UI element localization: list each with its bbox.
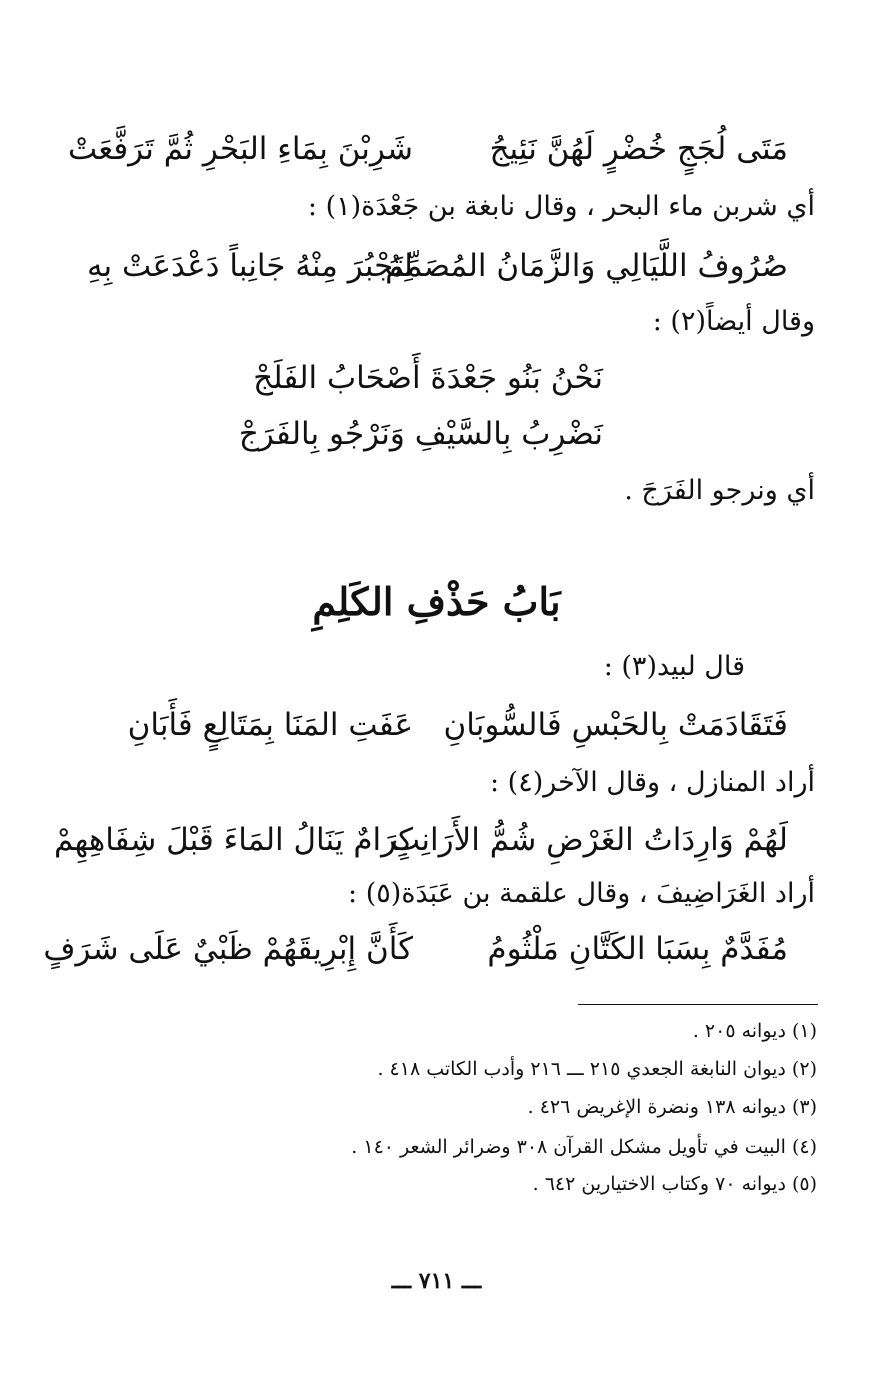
verse-hemistich: فَتَقَادَمَتْ بِالحَبْسِ فَالسُّوبَانِ — [443, 707, 788, 743]
footnote: (٣) ديوانه ١٣٨ ونضرة الإغريض ٤٢٦ . — [527, 1096, 817, 1118]
verse-line: نَضْرِبُ بِالسَّيْفِ وَنَرْجُو بِالفَرَجْ — [238, 416, 603, 452]
verse-hemistich: شَرِبْنَ بِمَاءِ البَحْرِ ثُمَّ تَرَفَّعَتْ — [67, 131, 413, 167]
verse-hemistich: لَهُمْ وَارِدَاتُ الغَرْضِ شُمُّ الأَرَانِبِ — [390, 822, 788, 858]
footnote: (٥) ديوانه ٧٠ وكتاب الاختيارين ٦٤٢ . — [532, 1173, 817, 1195]
verse-hemistich: عَفَتِ المَنَا بِمَتَالِعٍ فَأَبَانِ — [127, 707, 413, 743]
verse-hemistich: مُفَدَّمٌ بِسَبَا الكَتَّانِ مَلْثُومُ — [487, 931, 788, 967]
footnote-separator — [578, 1004, 818, 1005]
verse-hemistich: مَتَى لُجَجٍ خُضْرٍ لَهُنَّ نَئِيجُ — [489, 131, 788, 167]
verse-hemistich: كَأَنَّ إِبْرِيقَهُمْ ظَبْيٌ عَلَى شَرَفٍ — [43, 931, 413, 967]
prose-line: أي شربن ماء البحر ، وقال نابغة بن جَعْدَة(١) : — [307, 191, 815, 222]
footnote: (٤) البيت في تأويل مشكل القرآن ٣٠٨ وضرائر الشعر ١٤٠ . — [351, 1136, 817, 1158]
verse-line: نَحْنُ بَنُو جَعْدَةَ أَصْحَابُ الفَلَجْ — [253, 360, 603, 396]
footnote: (٢) ديوان النابغة الجعدي ٢١٥ ـــ ٢١٦ وأدب الكاتب ٤١٨ . — [377, 1058, 817, 1080]
chapter-heading: بَابُ حَذْفِ الكَلِمِ — [312, 579, 561, 624]
prose-line: أراد الغَرَاضِيفَ ، وقال علقمة بن عَبَدَة(٥) : — [348, 878, 815, 909]
prose-line: أي ونرجو الفَرَجَ . — [624, 475, 815, 506]
verse-hemistich: لِتَجْبُرَ مِنْهُ جَانِباً دَعْدَعَتْ بِهِ — [86, 248, 413, 284]
prose-line: أراد المنازل ، وقال الآخر(٤) : — [489, 767, 815, 798]
prose-line: وقال أيضاً(٢) : — [652, 306, 815, 337]
page-number: ـــ ٧١١ ـــ — [391, 1268, 482, 1294]
prose-line: قال لبيد(٣) : — [603, 651, 745, 682]
verse-hemistich: صُرُوفُ اللَّيَالِي وَالزَّمَانُ المُصَمِّمُ — [385, 248, 788, 284]
verse-hemistich: كِرَامٌ يَنَالُ المَاءَ قَبْلَ شِفَاهِهِمْ — [53, 822, 413, 858]
footnote: (١) ديوانه ٢٠٥ . — [692, 1020, 817, 1042]
